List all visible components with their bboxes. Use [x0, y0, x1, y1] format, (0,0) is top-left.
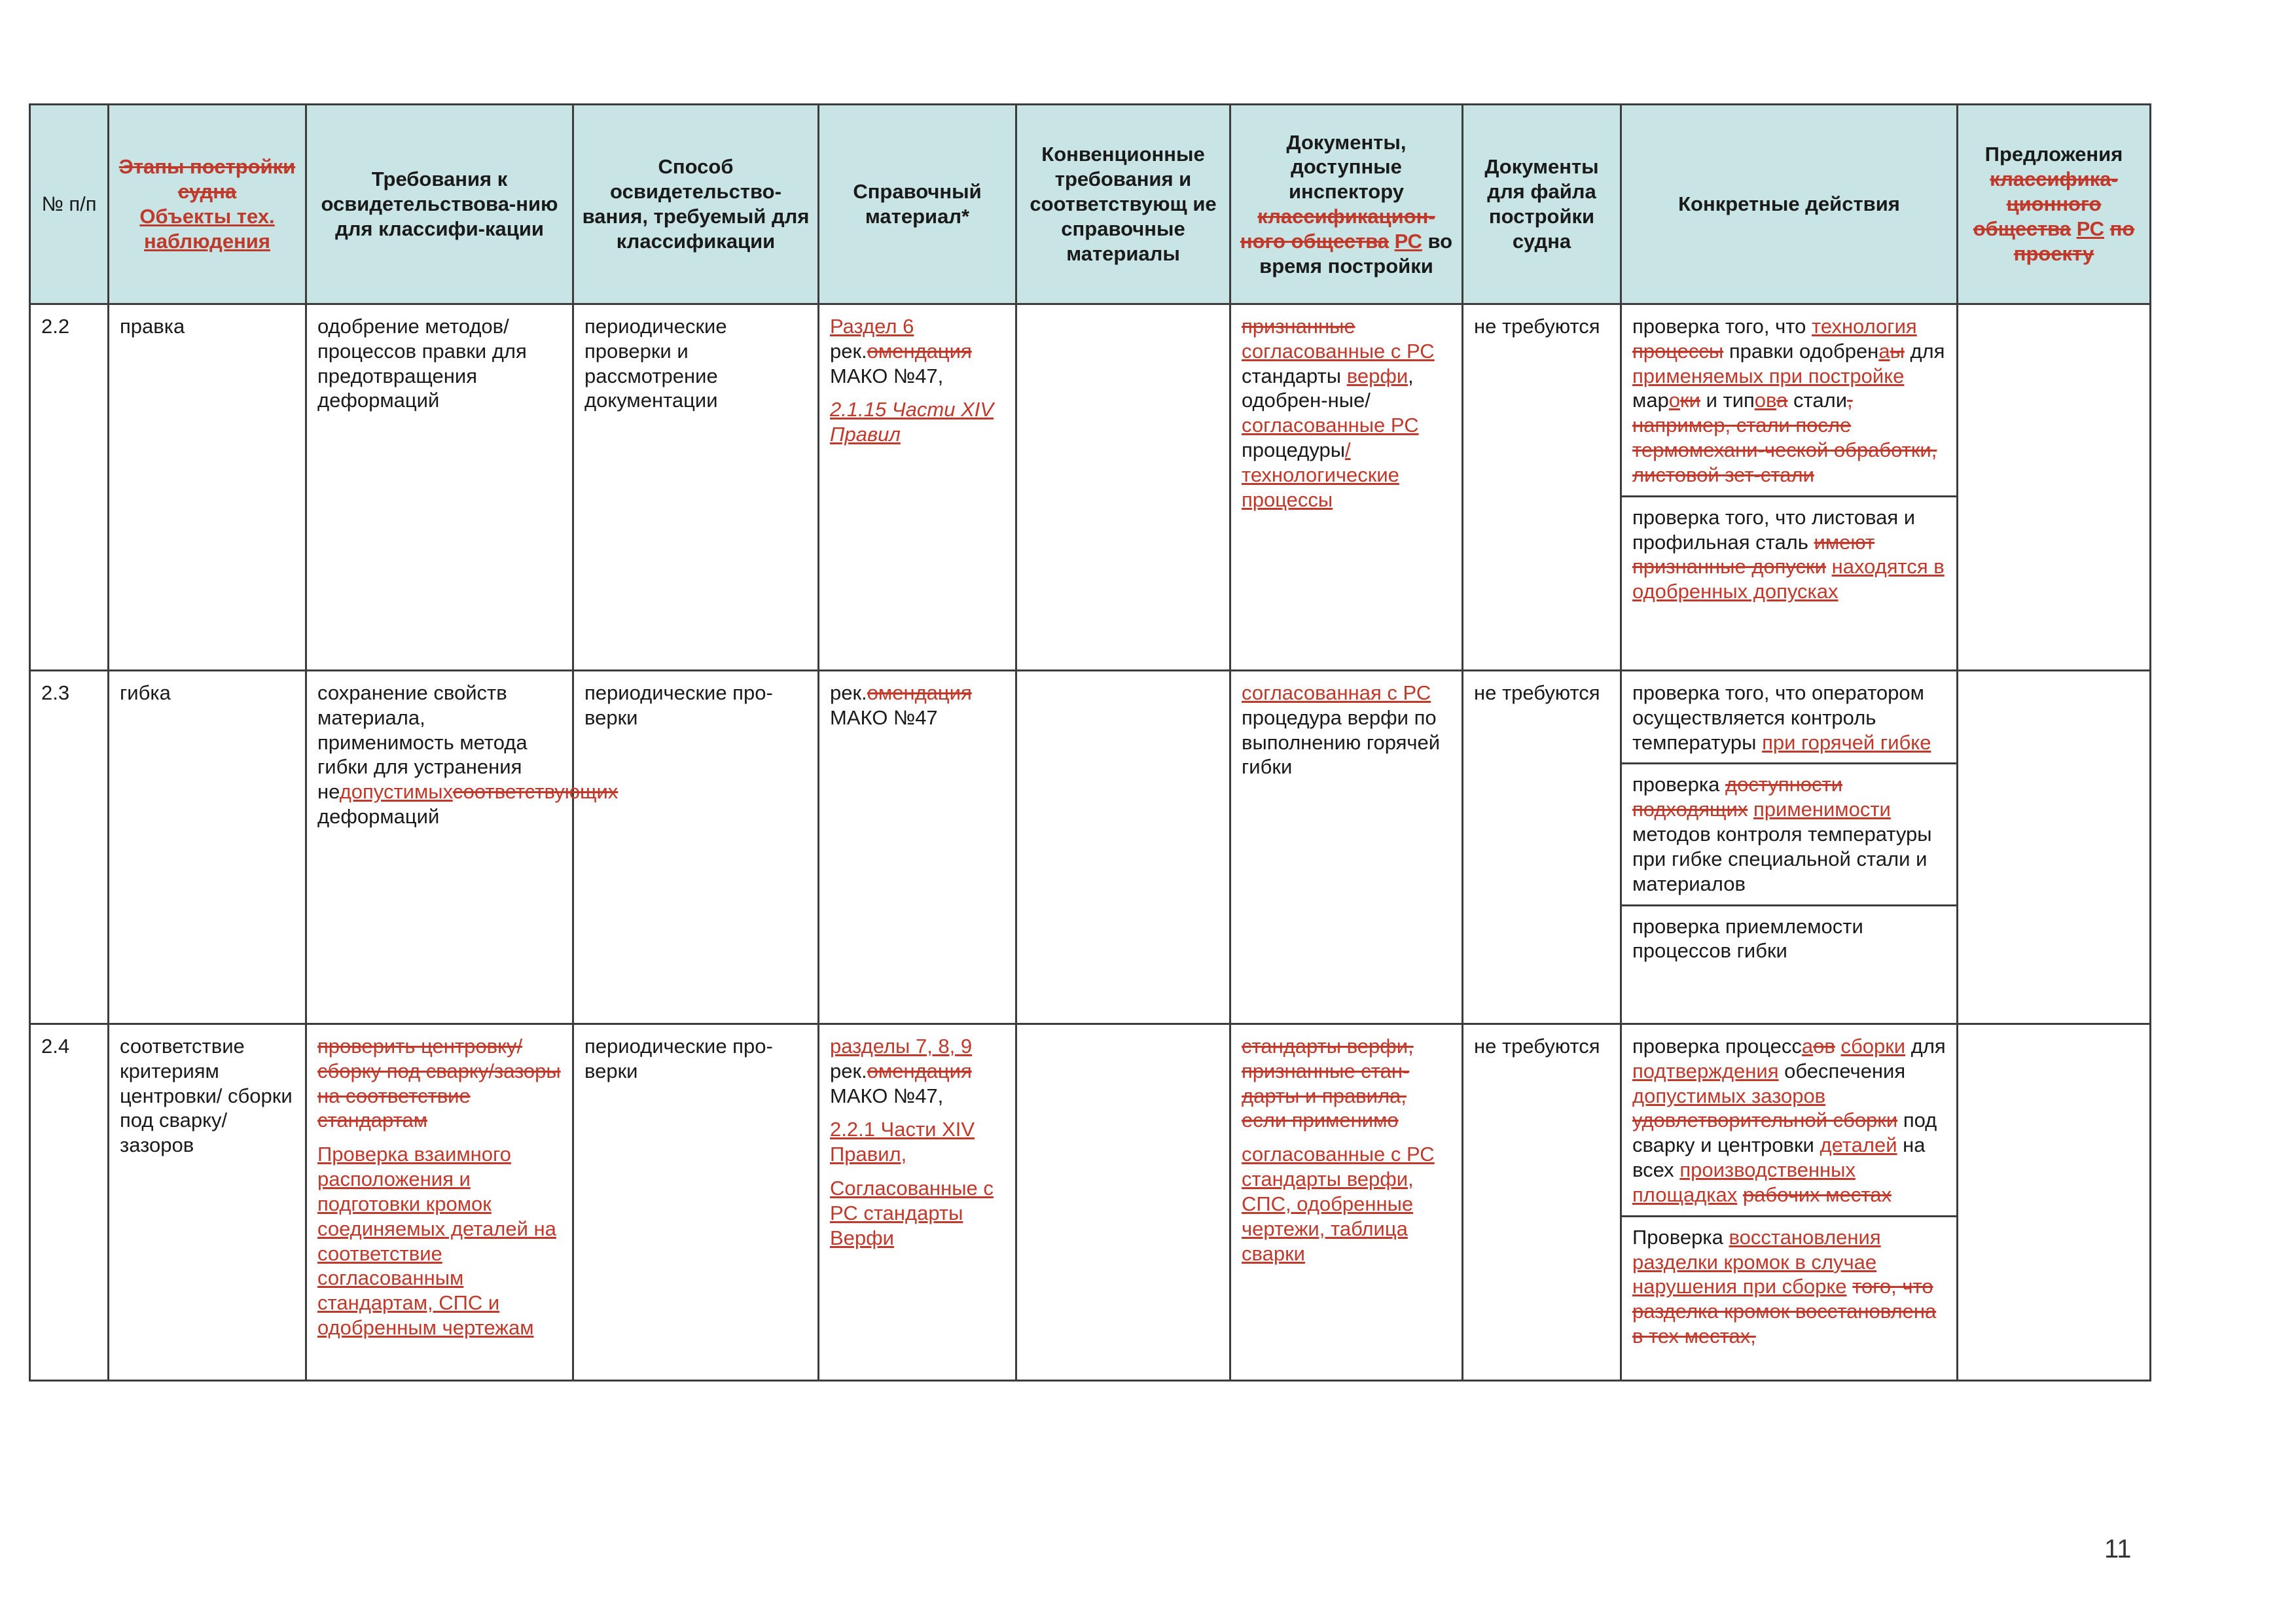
- action-item: проверка процессаов сборки для подтверждения обеспечения допустимых зазоров удовлетворительной сборки под сварку и центровки деталей на всех производственных площадках рабочих местах: [1622, 1034, 1956, 1217]
- row-method: периодические про-верки: [573, 671, 819, 1024]
- header-requirements: Требования к освидетельствова-нию для классифи-кации: [306, 105, 573, 304]
- row-convention: [1016, 304, 1230, 671]
- row-stage: гибка: [109, 671, 306, 1024]
- header-num: № п/п: [30, 105, 109, 304]
- header-docs: Документы, доступные инспектору классификацион-ного общества РС во время постройки: [1230, 105, 1463, 304]
- table-row-2-3: [30, 671, 2151, 1024]
- row-method: периодические про-верки: [573, 1024, 819, 1381]
- row-file-docs: не требуются: [1463, 304, 1621, 671]
- action-item: проверка того, что технология процессы правки одобренаы для применяемых при постройке мароки и типова стали, например, стали после термомехани-ческой обработки, листовой зет-стали: [1622, 314, 1956, 497]
- row-reference: разделы 7, 8, 9 рек.омендация МАКО №47, 2.2.1 Части XIV Правил, Согласованные с РС стандарты Верфи: [819, 1024, 1016, 1381]
- table-header-row: [30, 105, 2151, 304]
- action-item: Проверка восстановления разделки кромок в случае нарушения при сборке того, что разделка кромок восстановлена в тех местах,: [1632, 1225, 1937, 1347]
- row-convention: [1016, 671, 1230, 1024]
- row-num: 2.3: [30, 671, 109, 1024]
- row-actions: [1621, 671, 1958, 1024]
- row-method: периодические проверки и рассмотрение документации: [573, 304, 819, 671]
- header-actions: Конкретные действия: [1621, 105, 1958, 304]
- action-item: проверка того, что листовая и профильная сталь имеют признанные допуски находятся в одобренных допусках: [1632, 505, 1945, 603]
- action-item: проверка доступности подходящих применимости методов контроля температуры при гибке специальной стали и материалов: [1622, 764, 1956, 906]
- row-actions: [1621, 1024, 1958, 1381]
- row-docs: согласованная с РС процедура верфи по выполнению горячей гибки: [1230, 671, 1463, 1024]
- row-proposals: [1958, 1024, 2151, 1381]
- header-method: Способ освидетельство-вания, требуемый для классификации: [573, 105, 819, 304]
- row-convention: [1016, 1024, 1230, 1381]
- row-docs: признанные согласованные с РС стандарты верфи, одобрен-ные/согласованные РС процедуры/технологические процессы: [1230, 304, 1463, 671]
- row-proposals: [1958, 671, 2151, 1024]
- table-row-2-2: [30, 304, 2151, 671]
- action-item: проверка приемлемости процессов гибки: [1632, 914, 1863, 963]
- header-stage: Этапы постройки судна Объекты тех. наблюдения: [109, 105, 306, 304]
- page-number: 11: [2104, 1535, 2132, 1563]
- row-proposals: [1958, 304, 2151, 671]
- row-actions: [1621, 304, 1958, 671]
- row-file-docs: не требуются: [1463, 671, 1621, 1024]
- header-convention: Конвенционные требования и соответствующ ие справочные материалы: [1016, 105, 1230, 304]
- row-requirements: проверить центровку/ сборку под сварку/зазоры на соответствие стандартам Проверка взаимного расположения и подготовки кромок соединяемых деталей на соответствие согласованным стандартам, СПС и одобренным чертежам: [306, 1024, 573, 1381]
- row-num: 2.2: [30, 304, 109, 671]
- table-row-2-4: [30, 1024, 2151, 1381]
- header-proposals: Предложения классифика-ционного общества РС по проекту: [1958, 105, 2151, 304]
- header-file-docs: Документы для файла постройки судна: [1463, 105, 1621, 304]
- row-num: 2.4: [30, 1024, 109, 1381]
- row-reference: рек.омендация МАКО №47: [819, 671, 1016, 1024]
- row-stage: соответствие критериям центровки/ сборки под сварку/ зазоров: [109, 1024, 306, 1381]
- requirements-table: [29, 103, 2151, 1382]
- action-item: проверка того, что оператором осуществляется контроль температуры при горячей гибке: [1622, 681, 1956, 764]
- row-reference: Раздел 6 рек.омендация МАКО №47, 2.1.15 Части XIV Правил: [819, 304, 1016, 671]
- row-file-docs: не требуются: [1463, 1024, 1621, 1381]
- row-stage: правка: [109, 304, 306, 671]
- row-requirements: сохранение свойств материала, применимость метода гибки для устранения недопустимыхсоответствующих деформаций: [306, 671, 573, 1024]
- row-requirements: одобрение методов/процессов правки для предотвращения деформаций: [306, 304, 573, 671]
- header-reference: Справочный материал*: [819, 105, 1016, 304]
- row-docs: стандарты верфи, признанные стан-дарты и правила, если применимо согласованные с РС стандарты верфи, СПС, одобренные чертежи, таблица сварки: [1230, 1024, 1463, 1381]
